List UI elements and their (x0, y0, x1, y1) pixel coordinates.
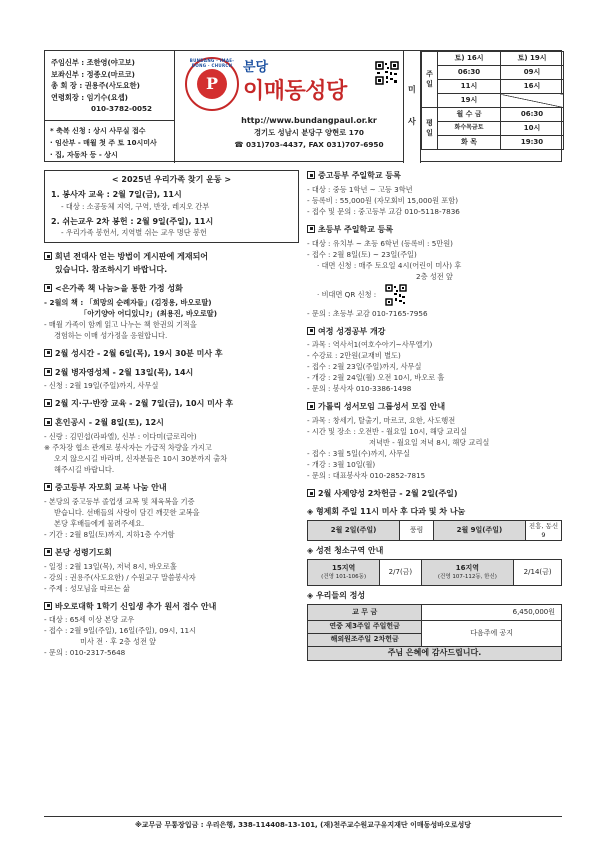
parish-name: 이매동성당 (243, 79, 347, 104)
parish-name-small: 분당 (243, 60, 269, 75)
section-line: 「아기양아 어디있니?」(최용진, 바오로딸) (80, 308, 217, 318)
zone-name: 16지역 (455, 564, 480, 573)
elementary-school-section (307, 224, 562, 319)
zone-desc: (건영 101-106동) (321, 573, 367, 580)
brand-panel (175, 51, 403, 163)
section-title (307, 488, 562, 500)
mass-cell: 09시 (501, 66, 564, 80)
section-line: 받습니다. 선배들의 사랑이 담긴 깨끗한 교복을 (54, 507, 200, 517)
sunday-label (422, 52, 438, 108)
section-title: ◈ 형제회 주일 11시 미사 후 다과 및 차 나눔 (307, 506, 466, 516)
leader-education-section (44, 398, 299, 410)
mass-cell: 토) 16시 (438, 52, 501, 66)
table-cell: 연중 제3주일 주일헌금 (308, 620, 422, 633)
thanks-cell: 주님 은혜에 감사드립니다. (308, 646, 562, 660)
table-cell: 2/7(금) (380, 560, 421, 586)
section-line: - 신청 : 2월 19일(주일)까지, 사무실 (44, 381, 159, 391)
checkbox-bullet-icon (307, 327, 315, 335)
mass-cell: 19:30 (501, 136, 564, 150)
section-line: - 개강 : 3월 10일(월) (307, 460, 376, 470)
section-title (44, 251, 299, 263)
section-title (44, 601, 299, 613)
section-title (44, 348, 299, 360)
section-line: - 문의 : 010-2317-5648 (44, 648, 126, 658)
section-line: - 과목 : 창세기, 탈출기, 마르코, 요한, 사도행전 (307, 416, 456, 426)
weekday-label-char: 평 (426, 119, 433, 128)
mass-cell: 월 수 금 (438, 108, 501, 122)
left-column (44, 170, 299, 665)
table-cell: 2/14(금) (514, 560, 562, 586)
table-cell: 해외원조주일 2차헌금 (308, 633, 422, 646)
phone-fax: ☎ 031)703-4437, FAX 031)707-6950 (234, 140, 384, 149)
table-cell: 6,450,000원 (422, 604, 562, 620)
campaign-item-head: 1. 봉사자 교육 : 2월 7일(금), 11시 (51, 189, 182, 199)
section-title-text: 2월 사제양성 2차헌금 - 2월 2일(주일) (318, 489, 458, 499)
checkbox-bullet-icon (44, 602, 52, 610)
mass-cell: 06:30 (501, 108, 564, 122)
weekday-label (422, 108, 438, 150)
cleaning-table (307, 559, 562, 586)
checkbox-bullet-icon (307, 402, 315, 410)
campaign-item-sub: - 대상 : 소공동체 지역, 구역, 반장, 레지오 간부 (61, 201, 210, 211)
wedding-section (44, 417, 299, 475)
section-line: 미사 전 · 후 2층 성전 앞 (80, 637, 157, 647)
section-title-text: 본당 성령기도회 (55, 547, 112, 557)
website-link[interactable]: http://www.bundangpaul.or.kr (241, 116, 377, 125)
table-cell: 2월 2일(주일) (308, 520, 400, 541)
book-sharing-section (44, 283, 299, 341)
section-line: - 수강료 : 2만원(교재비 별도) (307, 351, 401, 361)
logo-glyph: P (197, 69, 227, 99)
section-title (307, 224, 562, 236)
section-line: - 접수 : 2월 23일(주일)까지, 사무실 (307, 362, 422, 372)
section-title (44, 367, 299, 379)
mass-cell: 16시 (501, 80, 564, 94)
zone-desc: (건영 107-112동, 한신) (437, 573, 497, 580)
table-cell: 다음주에 공지 (422, 620, 562, 646)
holy-hour-section (44, 348, 299, 360)
header (44, 50, 562, 162)
section-title-text: 2월 성시간 - 2월 6일(목), 19시 30분 미사 후 (55, 348, 223, 358)
staff-line: 총 회 장 : 권용주(사도요한) (51, 81, 140, 90)
footer-account: ※교무금 무통장입금 : 우리은행, 338-114408-13-101, (재)천주교수원교구유지재단 이매동성바오로성당 (44, 816, 562, 830)
section-line: - 문의 : 봉사자 010-3386-1498 (307, 384, 412, 394)
mass-cell: 19시 (438, 94, 501, 108)
checkbox-bullet-icon (44, 399, 52, 407)
parish-logo (185, 57, 239, 111)
section-line: - 매월 가족이 함께 읽고 나누는 책 한권의 기적을 (44, 319, 197, 329)
checkbox-bullet-icon (44, 548, 52, 556)
second-collection-section (307, 488, 562, 500)
section-line: 2층 성전 앞 (416, 271, 453, 281)
section-line: - 주제 : 성모님을 따르는 삶 (44, 583, 130, 593)
right-column (307, 170, 562, 668)
logo-ring-text: BUNDANG · IMAE-DONG · CHURCH (189, 58, 235, 69)
section-line: - 접수 : 2월 8일(토) ~ 23일(주일) (307, 249, 417, 259)
section-line: - 개강 : 2월 24일(월) 오전 10시, 바오로 홀 (307, 373, 445, 383)
section-title (44, 398, 299, 410)
section-title-text: <은가족 책 나눔>을 통한 가정 성화 (55, 283, 183, 293)
staff-line: 연령회장 : 임기수(요셉) (51, 92, 128, 102)
sick-communion-section (44, 367, 299, 392)
checkbox-bullet-icon (44, 252, 52, 260)
section-line: - 접수 및 문의 : 중고등부 교감 010-5118-7836 (307, 206, 460, 216)
mass-cell: 10시 (501, 122, 564, 136)
section-line: - 과목 : 역사서1(여호수아기~사무엘기) (307, 340, 433, 350)
section-title-text: 여정 성경공부 개강 (318, 326, 386, 336)
notice-line: · 임산부 - 매월 첫 주 토 10시미사 (50, 139, 157, 147)
section-line: - 문의 : 초등부 교감 010-7165-7956 (307, 308, 428, 318)
section-line: - 신랑 : 김민섭(라파엘), 신부 : 이다미(글로리아) (44, 431, 197, 441)
section-line: - 2월의 책 : 「희망의 순례자들」(김정용, 바오로딸) (44, 297, 212, 307)
paul-college-section (44, 601, 299, 659)
blessing-notice (45, 121, 174, 161)
section-line: 해주시길 바랍니다. (54, 464, 115, 474)
section-title-text: 회년 전대사 얻는 방법이 게시판에 게재되어 (55, 252, 209, 262)
mass-cell: 06:30 (438, 66, 501, 80)
section-title-text: 혼인공시 - 2월 8일(토), 12시 (55, 418, 164, 428)
section-title-text: 초등부 주일학교 등록 (318, 224, 394, 234)
section-line: - 강의 : 권용주(사도요한) / 수원교구 말씀봉사자 (44, 572, 196, 582)
section-title-cont: 있습니다. 참조하시기 바랍니다. (55, 265, 168, 275)
notice-line: · 집, 자동차 등 - 상시 (50, 151, 118, 159)
offering-section (307, 591, 562, 661)
jubilee-section (44, 251, 299, 276)
section-line: - 일정 : 2월 13일(목), 저녁 8시, 바오로홀 (44, 561, 177, 571)
section-title (307, 326, 562, 338)
campaign-item-head: 2. 쉬는교우 2차 봉헌 : 2월 9일(주일), 11시 (51, 216, 214, 226)
checkbox-bullet-icon (44, 284, 52, 292)
bible-group-section (307, 401, 562, 481)
brotherhood-section (307, 507, 562, 541)
section-line: - 등록비 : 55,000원 (자모회비 15,000원 포함) (307, 195, 459, 205)
mass-flag-char: 사 (408, 117, 416, 126)
mass-schedule (403, 51, 563, 163)
table-cell: 진흥, 동신9 (526, 520, 562, 541)
table-cell (308, 560, 380, 586)
section-title: ◈ 우리들의 정성 (307, 591, 366, 601)
checkbox-bullet-icon (44, 368, 52, 376)
table-cell: 교 무 금 (308, 604, 422, 620)
middle-high-school-section (307, 170, 562, 217)
section-line: - 대상 : 중등 1학년 ~ 고등 3학년 (307, 184, 413, 194)
offering-table (307, 604, 562, 661)
section-line: - 문의 : 대표봉사자 010-2852-7815 (307, 471, 426, 481)
section-line: - 기간 : 2월 8일(토)까지, 지하1층 수거함 (44, 529, 175, 539)
section-title (44, 417, 299, 429)
checkbox-bullet-icon (307, 225, 315, 233)
section-line: - 시간 및 장소 : 오전반 - 월요일 10시, 해당 교리실 (307, 427, 467, 437)
section-line: 경험하는 이매 성가정을 응원합니다. (54, 330, 168, 340)
mass-cell-empty (501, 94, 564, 108)
section-title-text: 중고등부 주일학교 등록 (318, 171, 401, 180)
staff-line: 주임신부 : 조한영(야고보) (51, 58, 135, 67)
weekday-label-char: 일 (426, 128, 433, 137)
qr-apply-line (307, 284, 562, 306)
qr-code-icon (375, 61, 399, 85)
qr-code-icon[interactable] (385, 284, 407, 306)
section-title (44, 547, 299, 559)
table-cell: 2월 9일(주일) (433, 520, 525, 541)
table-cell: 풍림 (400, 520, 434, 541)
section-title-text: 가톨릭 성서모임 그룹성서 모집 안내 (318, 402, 446, 412)
mass-flag (404, 51, 421, 163)
bulletin-page (44, 50, 562, 829)
staff-panel (45, 51, 175, 163)
section-line: - 본당의 중고등부 졸업생 교복 및 체육복을 기증 (44, 496, 195, 506)
mass-cell: 화수목금토 (438, 122, 501, 136)
section-title-text: 중고등부 자모회 교복 나눔 안내 (55, 482, 167, 492)
section-title: ◈ 성전 청소구역 안내 (307, 546, 384, 556)
section-line: - 대상 : 65세 이상 본당 교우 (44, 615, 135, 625)
checkbox-bullet-icon (44, 349, 52, 357)
section-title (307, 170, 562, 182)
family-campaign-box (44, 170, 299, 243)
brotherhood-table (307, 520, 562, 542)
section-line: - 접수 : 3월 5일(수)까지, 사무실 (307, 449, 410, 459)
uniform-sharing-section (44, 482, 299, 540)
staff-line: 보좌신부 : 정종오(마르코) (51, 69, 135, 79)
mass-cell: 화 목 (438, 136, 501, 150)
section-line: - 접수 : 2월 9일(주일), 16일(주일), 09시, 11시 (44, 626, 197, 636)
staff-line: 010-3782-0052 (91, 104, 152, 113)
section-line-text: · 비대면 QR 신청 : (317, 289, 377, 299)
section-title-text: 2월 병자영성체 - 2월 13일(목), 14시 (55, 367, 194, 377)
mass-flag-char: 미 (408, 85, 416, 94)
section-line: 본당 후배들에게 물려주세요. (54, 518, 145, 528)
sunday-label-char: 일 (426, 79, 433, 88)
section-line: 오지 않으시길 바라며, 신자분들은 10시 30분까지 출차 (54, 453, 228, 463)
mass-cell: 토) 19시 (501, 52, 564, 66)
staff-list (45, 51, 174, 121)
notice-line: * 축복 신청 : 상시 사무실 접수 (50, 127, 146, 135)
section-line: - 대상 : 유치부 ~ 초등 6학년 (등록비 : 5만원) (307, 238, 453, 248)
zone-name: 15지역 (332, 564, 356, 573)
campaign-item-sub: - 우리가족 봉헌서, 지역별 쉬는 교우 명단 봉헌 (61, 228, 207, 238)
section-line: · 대면 신청 : 매주 토요일 4시(어린이 미사) 후 (317, 260, 462, 270)
contact-block (219, 115, 399, 151)
bible-study-section (307, 326, 562, 395)
section-line: ※ 주차장 협소 관계로 봉사자는 가급적 차량을 가지고 (44, 442, 212, 452)
mass-cell: 11시 (438, 80, 501, 94)
section-line: 저녁반 - 월요일 저녁 8시, 해당 교리실 (369, 438, 490, 448)
cleaning-section (307, 546, 562, 586)
section-title (307, 401, 562, 413)
mass-table (421, 51, 564, 150)
checkbox-bullet-icon (307, 489, 315, 497)
checkbox-bullet-icon (307, 171, 315, 179)
section-title-text: 바오로대학 1학기 신입생 추가 원서 접수 안내 (55, 601, 217, 611)
checkbox-bullet-icon (44, 418, 52, 426)
checkbox-bullet-icon (44, 483, 52, 491)
section-title (44, 283, 299, 295)
address: 경기도 성남시 분당구 양현로 170 (254, 128, 364, 137)
prayer-meeting-section (44, 547, 299, 594)
campaign-title: < 2025년 우리가족 찾기 운동 > (111, 175, 232, 184)
table-cell (421, 560, 514, 586)
sunday-label-char: 주 (426, 70, 433, 79)
section-title (44, 482, 299, 494)
section-title-text: 2월 지·구·반장 교육 - 2월 7일(금), 10시 미사 후 (55, 399, 234, 409)
